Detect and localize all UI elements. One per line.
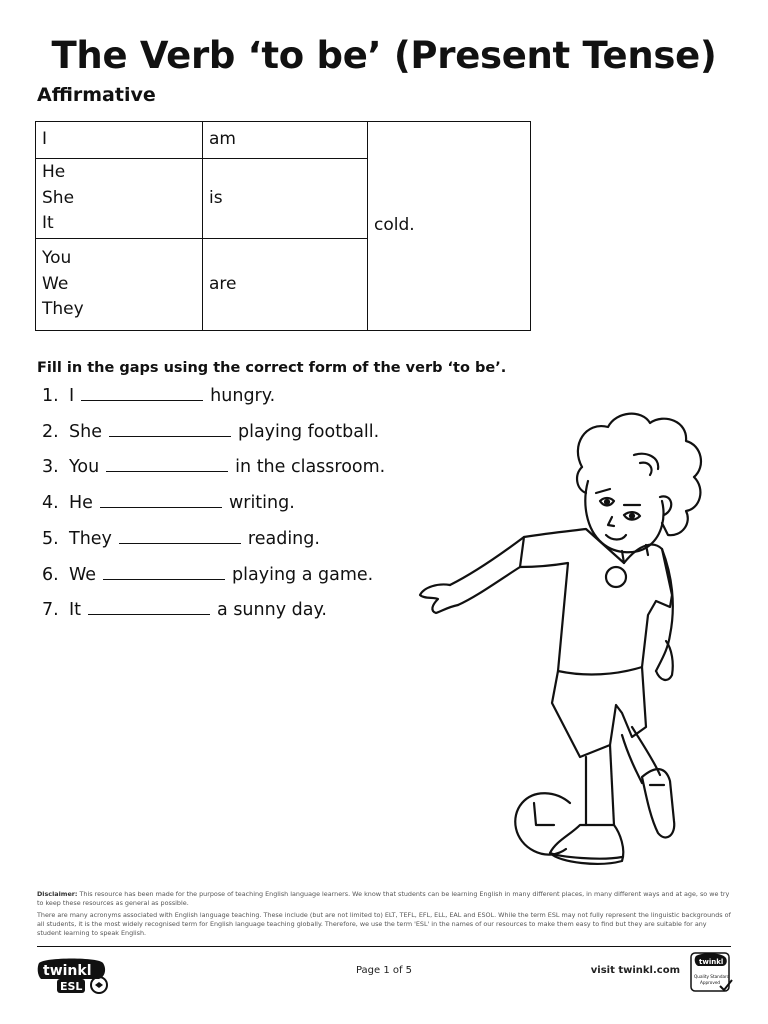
verb-cell — [203, 159, 368, 239]
exercise-item — [42, 563, 373, 587]
answer-blank[interactable] — [103, 563, 225, 580]
subject-pronoun: We — [42, 273, 69, 294]
exercise-number: 1. — [42, 386, 59, 406]
logo-sub-text: ESL — [60, 980, 83, 993]
exercise-instructions: Fill in the gaps using the correct form of the verb ‘to be’. — [37, 360, 507, 376]
badge-line-1: Quality Standard — [694, 974, 730, 979]
badge-brand-text: twinkl — [699, 958, 724, 966]
exercise-rest: hungry. — [210, 386, 276, 406]
subject-pronoun: You — [42, 248, 72, 269]
exercise-subject: They — [69, 529, 112, 549]
exercise-number: 4. — [42, 493, 59, 513]
exercise-rest: playing a game. — [232, 565, 374, 585]
verb-form: is — [209, 187, 223, 208]
boy-kicking-football-icon — [410, 405, 720, 889]
subject-pronoun: It — [42, 213, 54, 234]
exercise-number: 5. — [42, 529, 59, 549]
disclaimer-text: There are many acronyms associated with English language teaching. These include (but are not limited to) ELT, TEFL, EFL, ELL, EAL and ESOL. While the term ESL may not fully represent the linguistic backgrounds of all students, it is the most widely recognised term for English language teaching globally. Therefore, we use the term 'ESL' in the names of our resources to make them easy to find but they are suitable for any student learning to speak English. — [37, 911, 731, 937]
verb-to-be-table — [35, 121, 531, 331]
visit-website-link[interactable]: visit twinkl.com — [590, 965, 680, 976]
section-heading-affirmative: Affirmative — [37, 84, 156, 106]
quality-standard-badge — [690, 952, 734, 1000]
subject-pronoun: They — [42, 299, 84, 320]
exercise-item — [42, 384, 275, 408]
twinkl-esl-logo[interactable] — [37, 955, 117, 999]
exercise-number: 3. — [42, 457, 59, 477]
exercise-subject: She — [69, 422, 102, 442]
exercise-number: 6. — [42, 565, 59, 585]
answer-blank[interactable] — [81, 384, 203, 401]
subject-cell — [36, 122, 203, 159]
complement-cell — [368, 122, 531, 331]
exercise-subject: He — [69, 493, 93, 513]
exercise-number: 2. — [42, 422, 59, 442]
answer-blank[interactable] — [119, 527, 241, 544]
footer-divider — [37, 946, 731, 947]
subject-cell — [36, 239, 203, 331]
complement-text: cold. — [374, 215, 415, 236]
answer-blank[interactable] — [88, 598, 210, 615]
subject-pronoun: She — [42, 187, 75, 208]
exercise-subject: You — [69, 457, 100, 477]
exercise-item — [42, 455, 385, 479]
verb-form: are — [209, 273, 237, 294]
table-row-am — [36, 122, 531, 159]
page-title: The Verb ‘to be’ (Present Tense) — [51, 34, 717, 77]
logo-text: twinkl — [43, 963, 92, 979]
disclaimer-text: This resource has been made for the purpose of teaching English language learners. We know that students can be learning English in many different places, in many different ways and at age, so we try to keep these resources as general as possible. — [37, 890, 730, 907]
page-number: Page 1 of 5 — [355, 965, 413, 976]
exercise-subject: We — [69, 565, 97, 585]
answer-blank[interactable] — [109, 420, 231, 437]
verb-form: am — [209, 129, 236, 150]
exercise-rest: reading. — [247, 529, 320, 549]
exercise-rest: a sunny day. — [217, 600, 327, 620]
exercise-item — [42, 491, 295, 515]
exercise-item — [42, 598, 327, 622]
subject-pronoun: I — [42, 129, 48, 150]
exercise-subject: It — [69, 600, 82, 620]
subject-cell — [36, 159, 203, 239]
exercise-item — [42, 527, 320, 551]
answer-blank[interactable] — [106, 455, 228, 472]
exercise-subject: I — [69, 386, 75, 406]
verb-cell — [203, 122, 368, 159]
exercise-number: 7. — [42, 600, 59, 620]
exercise-rest: writing. — [228, 493, 295, 513]
badge-line-2: Approved — [700, 980, 721, 985]
subject-pronoun: He — [42, 162, 66, 183]
verb-cell — [203, 239, 368, 331]
answer-blank[interactable] — [100, 491, 222, 508]
exercise-rest: in the classroom. — [235, 457, 386, 477]
exercise-item — [42, 420, 379, 444]
disclaimer — [37, 890, 731, 941]
exercise-rest: playing football. — [237, 422, 380, 442]
disclaimer-label: Disclaimer: — [37, 890, 78, 898]
